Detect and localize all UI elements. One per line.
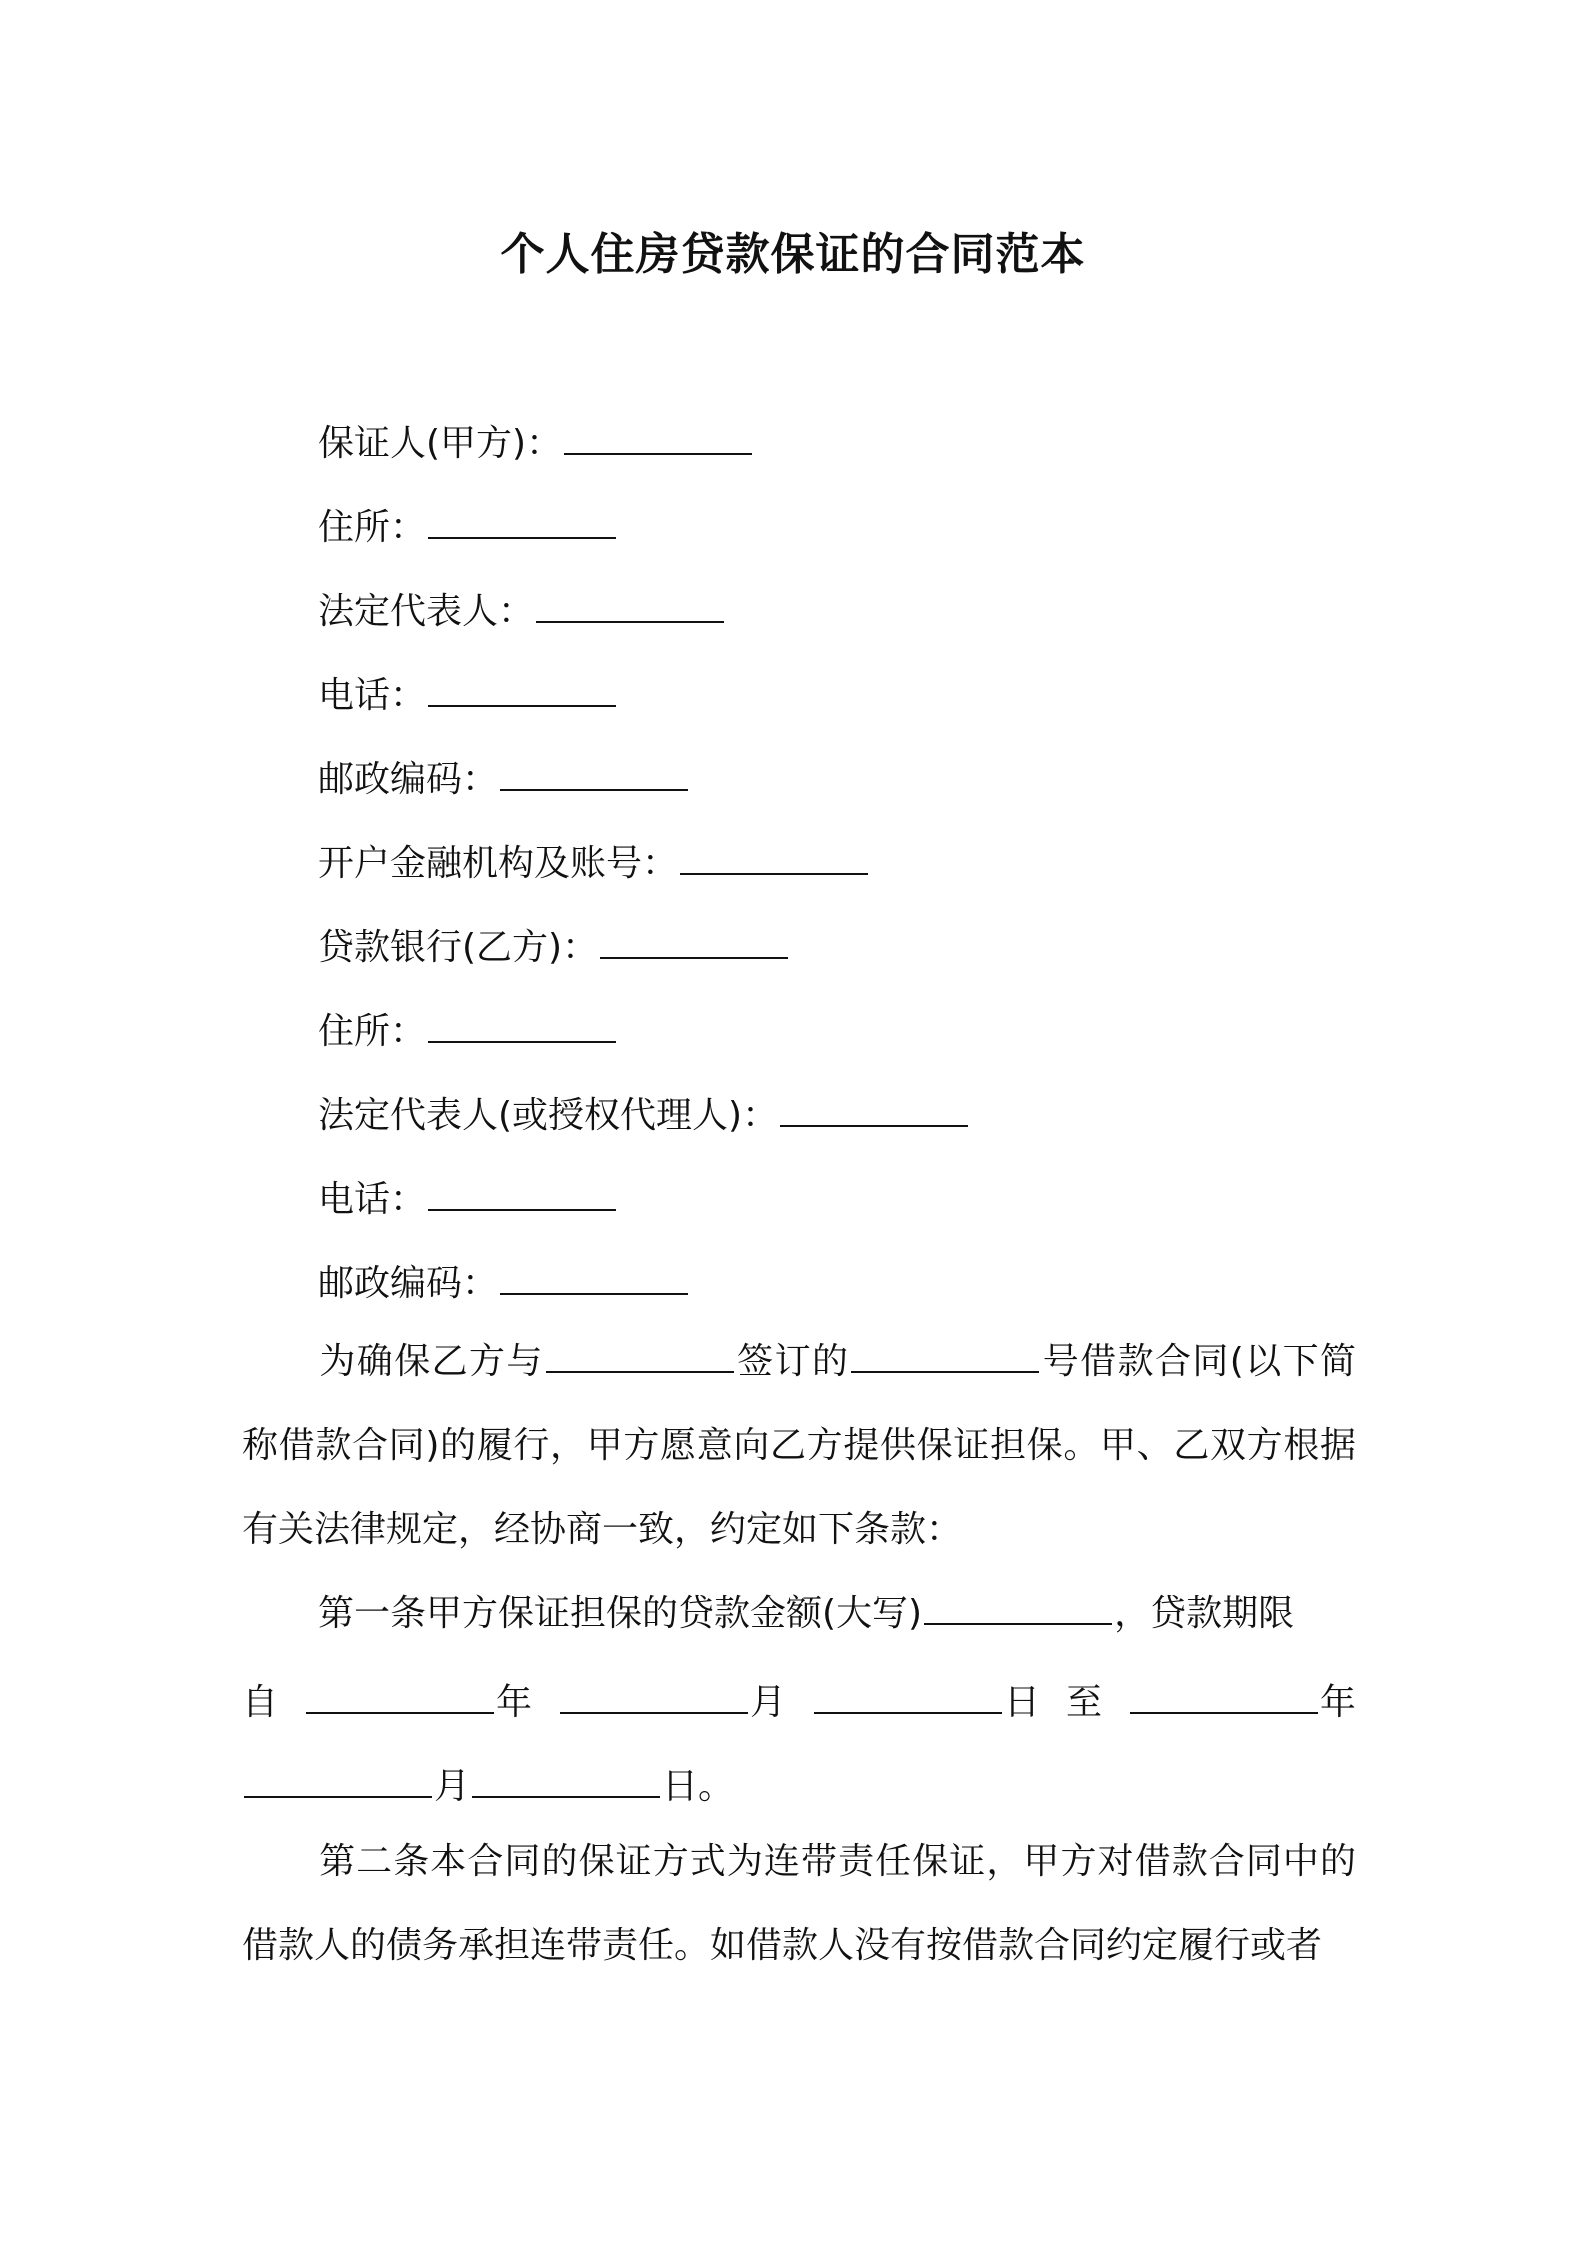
field-label: 保证人(甲方)： (318, 423, 563, 464)
intro-text-1: 为确保乙方与 (318, 1341, 544, 1382)
field-lender-legal-rep (318, 1089, 970, 1138)
term-from-label: 自 (242, 1682, 279, 1723)
term-start-month (558, 1676, 786, 1725)
article-2-paragraph (242, 1820, 1356, 1988)
intro-text-3: 号借款合同(以下简称借款合同)的履行，甲方愿意向乙方提供保证担保。甲、乙双方根据有关法律规定，经协商一致，约定如下条款： (242, 1341, 1356, 1550)
article-2-text: 第二条本合同的保证方式为连带责任保证，甲方对借款合同中的借款人的债务承担连带责任。如借款人没有按借款合同约定履行或者 (242, 1841, 1356, 1966)
term-to-label: 至 (1065, 1682, 1102, 1723)
field-label: 开户金融机构及账号： (318, 843, 679, 884)
intro-text-2: 签订的 (735, 1341, 850, 1382)
term-year-label: 年 (495, 1682, 532, 1723)
field-guarantor (318, 417, 754, 466)
term-year-label: 年 (1319, 1682, 1356, 1723)
article-1-paragraph (242, 1572, 1356, 1656)
field-guarantor-bank-account (318, 837, 870, 886)
field-lender-postcode (318, 1257, 690, 1306)
article-1-text-1: 第一条甲方保证担保的贷款金额(大写) (318, 1593, 923, 1634)
blank-line (472, 1760, 660, 1798)
field-label: 法定代表人： (318, 591, 535, 632)
blank-line (500, 753, 688, 791)
blank-line (306, 1676, 494, 1714)
blank-line (1130, 1676, 1318, 1714)
field-label: 电话： (318, 675, 427, 716)
term-start-year (304, 1676, 532, 1725)
field-label: 电话： (318, 1179, 427, 1220)
term-end-label: 日。 (662, 1766, 735, 1807)
field-lender (318, 921, 790, 970)
blank-line (428, 669, 616, 707)
article-1-term-line (242, 1676, 1356, 1725)
blank-line (536, 585, 724, 623)
page-title: 个人住房贷款保证的合同范本 (500, 229, 1086, 280)
blank-line (428, 1173, 616, 1211)
blank-line (780, 1089, 968, 1127)
article-1-text-2: ，贷款期限 (1114, 1593, 1295, 1634)
blank-line (600, 921, 788, 959)
field-lender-phone (318, 1173, 618, 1222)
field-guarantor-legal-rep (318, 585, 726, 634)
blank-line (680, 837, 868, 875)
blank-line (546, 1335, 734, 1373)
field-guarantor-phone (318, 669, 618, 718)
blank-line (851, 1335, 1039, 1373)
blank-line (564, 417, 752, 455)
field-guarantor-postcode (318, 753, 690, 802)
blank-line (428, 1005, 616, 1043)
field-label: 住所： (318, 507, 427, 548)
field-label: 贷款银行(乙方)： (318, 927, 599, 968)
field-lender-address (318, 1005, 618, 1054)
intro-paragraph (242, 1320, 1356, 1572)
blank-line (428, 501, 616, 539)
field-label: 法定代表人(或授权代理人)： (318, 1095, 779, 1136)
blank-line (560, 1676, 748, 1714)
article-1-term-line-2 (242, 1760, 734, 1809)
term-start-day (812, 1676, 1040, 1725)
blank-line (814, 1676, 1002, 1714)
term-month-label: 月 (749, 1682, 786, 1723)
field-label: 邮政编码： (318, 759, 499, 800)
blank-line (500, 1257, 688, 1295)
blank-line (924, 1587, 1112, 1625)
term-month-label: 月 (434, 1766, 471, 1807)
blank-line (244, 1760, 432, 1798)
field-label: 邮政编码： (318, 1263, 499, 1304)
term-end-year (1128, 1676, 1356, 1725)
field-label: 住所： (318, 1011, 427, 1052)
field-guarantor-address (318, 501, 618, 550)
term-day-label: 日 (1003, 1682, 1040, 1723)
